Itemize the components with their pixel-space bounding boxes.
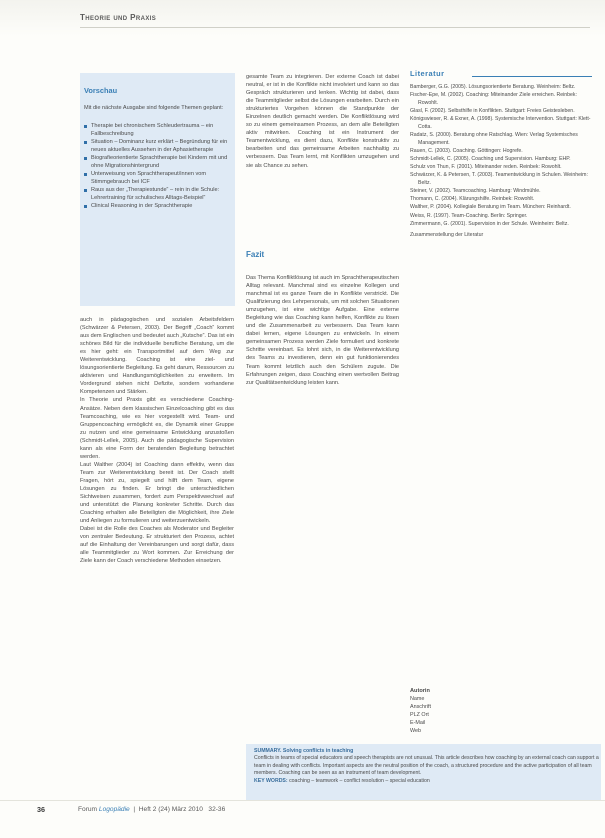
paragraph: gesamte Team zu integrieren. Der externe Coach ist dabei neutral, er ist in die Konflikte nicht involviert und kann so das Gespräch strukturieren und lenken. Wichtig ist dabei, dass die Teammitglieder selbst die Lösungen erarbeiten. Durch ein strukturiertes Vorgehen können die Standpunkte der Einzelnen deutlich gemacht werden. Die Konfliktlösung wird so zu einem gemeinsamen Prozess, an dem alle Beteiligten aktiv mitwirken. Coaching ist ein Instrument der Teamentwicklung, es dient dazu, Konflikte konstruktiv zu bearbeiten und das gemeinsame Arbeiten nachhaltig zu verbessern. Das Team lernt, mit Konflikten umzugehen und sie als Chance zu sehen.: [246, 74, 399, 169]
literature-entry: Schwärzer, K. & Petersen, T. (2003). Teamentwicklung in Schulen. Weinheim: Beltz.: [410, 172, 588, 186]
author-email: E-Mail: [410, 720, 426, 726]
author-line: Name: [410, 696, 425, 702]
paragraph: Dabei ist die Rolle des Coaches als Moderator und Begleiter von zentraler Bedeutung. Er strukturiert den Prozess, achtet auf die Einhaltung der Vereinbarungen und sorgt dafür, dass alle Teammitglieder zu Wort kommen. Zur Erreichung der Ziele kann der Coach verschiedene Methoden einsetzen.: [80, 526, 234, 565]
literature-heading: Literatur: [410, 69, 445, 78]
author-web: Web: [410, 728, 421, 734]
footer-citation: Forum Logopädie | Heft 2 (24) März 2010 32-36: [78, 806, 226, 813]
body-column-left: [80, 316, 234, 565]
section-title: Theorie und Praxis: [80, 13, 157, 22]
literature-entry: Glasl, F. (2002). Selbsthilfe in Konflikten. Stuttgart: Freies Geistesleben.: [410, 107, 575, 114]
fazit-heading: Fazit: [246, 250, 265, 259]
fazit-text: [246, 274, 399, 387]
summary-text: [254, 748, 599, 785]
footer-brand: Logopädie: [98, 806, 130, 813]
literature-entry: Thomann, C. (2004). Klärungshilfe. Reinbek: Rowohlt.: [410, 196, 535, 203]
preview-heading: Vorschau: [84, 86, 118, 95]
list-item: Therapie bei chronischem Schleudertrauma – ein Fallbeschreibung: [84, 122, 234, 138]
literature-entry: Weiss, R. (1997). Team-Coaching. Berlin: Springer.: [410, 212, 528, 219]
keywords-label: KEY WORDS:: [254, 777, 288, 784]
summary-label: SUMMARY. Solving conflicts in teaching: [254, 748, 354, 754]
paragraph: Das Thema Konfliktlösung ist auch im Sprachtherapeutischen Alltag relevant. Manchmal sind es einzelne Kollegen und manchmal ist es ganze Team die in Konflikte verstrickt. Die Qualifizierung des Lehrpersonals, um mit solchen Situationen umzugehen, ist eine wichtige Aufgabe. Eine externe Begleitung wie das Coaching kann helfen, Konflikte zu lösen und die Zusammenarbeit zu verbessern. Das Team kann dabei lernen, eigene Lösungen zu entwickeln. In einem gemeinsamen Prozess werden Ziele formuliert und konkrete Schritte vereinbart. Es lohnt sich, in die Weiterentwicklung des Teams zu investieren, denn ein gut funktionierendes Team kommt letztlich auch den Schülern zugute. Die Erfahrungen zeigen, dass Coaching einen wertvollen Beitrag zur Qualitätsentwicklung leisten kann.: [246, 275, 399, 386]
body-column-middle: [246, 73, 399, 170]
literature-list: [410, 84, 595, 241]
list-item: Raus aus der „Therapiestunde“ – rein in die Schule: Lehrertraining für schulisches Alltags-Beispiel“: [84, 186, 234, 202]
preview-list: [84, 122, 234, 211]
author-line: PLZ Ort: [410, 712, 429, 718]
footer-journal: Forum: [78, 806, 98, 813]
summary-body: Conflicts in teams of special educators and speech therapists are not unusual. This article describes how coaching by an external coach can support a team in dealing with conflicts. Important aspects are the neutral position of the coach, a structured procedure and the active participation of all team members. Coaching can be seen as an instrument of team development.: [254, 755, 599, 777]
literature-entry: Königswieser, R. & Exner, A. (1998). Systemische Intervention. Stuttgart: Klett-Cotta.: [410, 116, 591, 130]
literature-entry: Bamberger, G.G. (2005). Lösungsorientierte Beratung. Weinheim: Beltz.: [410, 84, 576, 90]
literature-note: Zusammenstellung der Literatur: [410, 232, 484, 239]
literature-entry: Radatz, S. (2000). Beratung ohne Ratschlag. Wien: Verlag Systemisches Management.: [410, 131, 578, 146]
paragraph: auch in pädagogischen und sozialen Arbeitsfeldern (Schwärzer & Petersen, 2003). Der Begriff „Coach“ kommt aus dem Englischen und bedeutet auch „Kutsche“. Das ist ein schönes Bild für die individuelle berufliche Beratung, um die es hier geht: ein Transportmittel auf dem Weg zur Weiterentwicklung. Coaching ist eine ziel- und lösungsorientierte Begleitung. Es geht darum, Ressourcen zu aktivieren und Handlungsmöglichkeiten zu erweitern. Im Vordergrund stehen nicht Defizite, sondern vorhandene Kompetenzen und Stärken.: [80, 317, 234, 396]
preview-intro: Mit die nächste Ausgabe sind folgende Themen geplant:: [84, 105, 224, 111]
literature-entry: Steiner, V. (2002). Teamcoaching. Hamburg: Windmühle.: [410, 188, 541, 195]
paragraph: In Theorie und Praxis gibt es verschiedene Coaching-Ansätze. Neben dem klassischen Einzelcoaching gibt es das Teamcoaching, wie es hier vorgestellt wird. Team- und Gruppencoaching ermöglicht es, die Dynamik einer Gruppe zu nutzen und eine gemeinsame Entwicklung anzustoßen (Schmidt-Lellek, 2005). Auch die pädagogische Supervision kann als eine Form der beratenden Begleitung betrachtet werden.: [80, 397, 234, 460]
literature-entry: Fischer-Epe, M. (2002). Coaching: Miteinander Ziele erreichen. Reinbek: Rowohlt.: [410, 92, 577, 106]
list-item: Biografieorientierte Sprachtherapie bei Kindern mit und ohne Migrationshintergrund: [84, 154, 234, 170]
author-heading: Autorin: [410, 688, 430, 694]
page-number: 36: [37, 805, 45, 814]
list-item: Situation – Dominanz kurz erklärt – Begründung für ein neues aktuelles Aussehen in der Aphasietherapie: [84, 138, 234, 154]
footer-pages: 32-36: [208, 806, 226, 813]
author-line: Anschrift: [410, 704, 431, 710]
paragraph: Laut Walther (2004) ist Coaching dann effektiv, wenn das Team zur Weiterentwicklung bereit ist. Der Coach stellt Fragen, hört zu, spiegelt und hilft dem Team, eigene Lösungen zu finden. Er bringt die unterschiedlichen Sichtweisen zusammen, fordert zum Perspektivwechsel auf und unterstützt die Planung konkreter Schritte. Durch das Coaching erhalten alle Beteiligten die Möglichkeit, ihre Ziele und Anliegen zu formulieren und weiterzuentwickeln.: [80, 461, 234, 525]
literature-entry: Schulz von Thun, F. (2001). Miteinander reden. Reinbek: Rowohlt.: [410, 164, 562, 171]
header-rule: [80, 27, 590, 28]
footer-issue: Heft 2 (24) März 2010: [138, 806, 203, 813]
literature-entry: Schmidt-Lellek, C. (2005). Coaching und Supervision. Hamburg: EHP.: [410, 155, 571, 162]
list-item: Unterweisung von Sprachtherapeut/innen vom Stimmgebrauch bei ICF: [84, 170, 234, 186]
literature-entry: Zimmermann, G. (2001). Supervision in der Schule. Weinheim: Beltz.: [410, 220, 569, 227]
literature-rule: [472, 76, 592, 77]
list-item: Clinical Reasoning in der Sprachtherapie: [84, 202, 234, 210]
keywords: coaching – teamwork – conflict resolution – special education: [289, 777, 430, 784]
footer-rule: [0, 800, 605, 801]
literature-entry: Walther, P. (2004). Kollegiale Beratung im Team. München: Reinhardt.: [410, 204, 571, 211]
author-block: [410, 687, 560, 735]
literature-entry: Rauen, C. (2003). Coaching. Göttingen: Hogrefe.: [410, 147, 523, 154]
